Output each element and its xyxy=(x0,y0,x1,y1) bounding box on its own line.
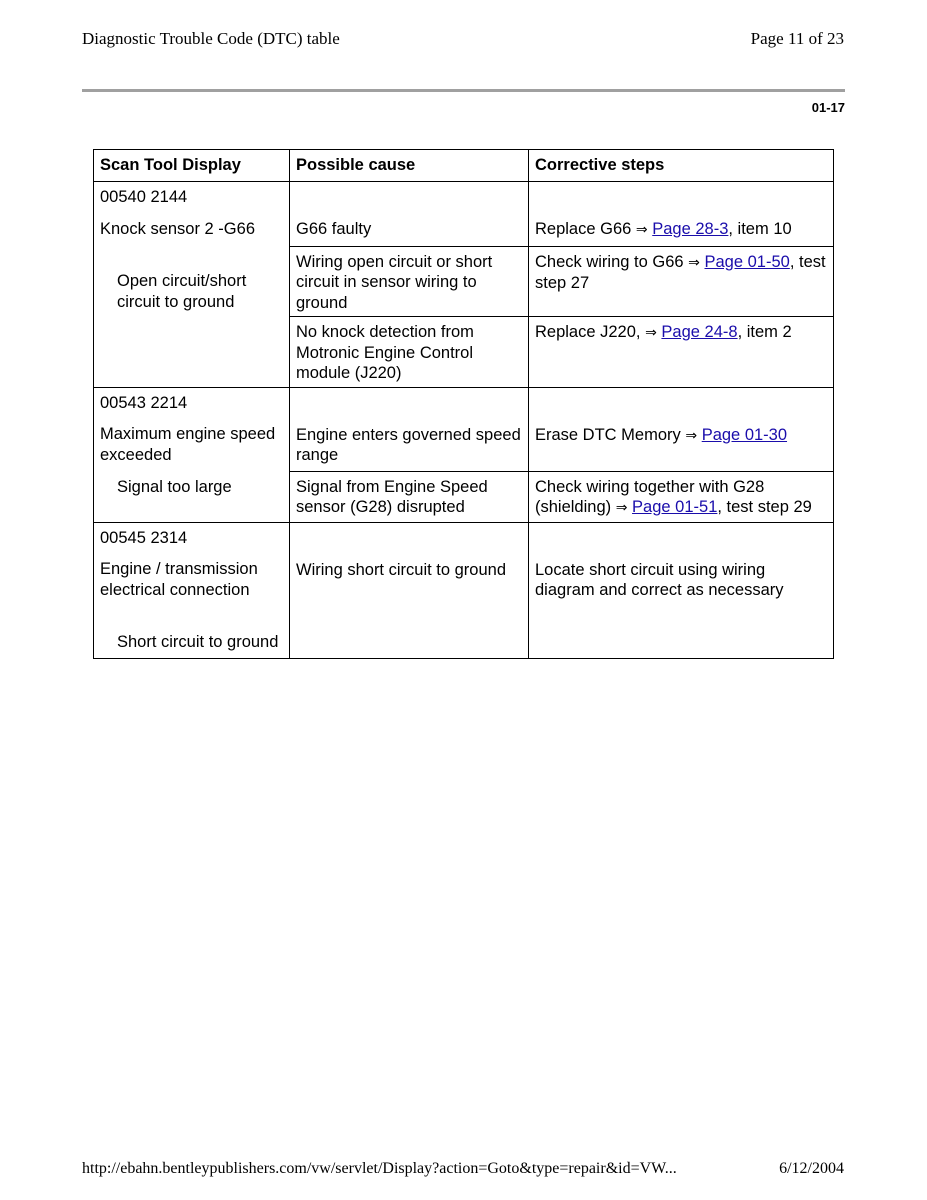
step-text-post: , test step 29 xyxy=(717,498,812,516)
corrective-steps-cell xyxy=(529,317,834,388)
footer-date: 6/12/2004 xyxy=(779,1160,844,1177)
step-text-pre: Replace G66 xyxy=(535,220,632,238)
column-header-possible-cause: Possible cause xyxy=(290,150,529,182)
step-text xyxy=(535,252,827,294)
arrow-icon: ⇒ xyxy=(685,427,698,444)
dtc-condition: Open circuit/short circuit to ground xyxy=(117,272,247,311)
step-text: Locate short circuit using wiring diagram and correct as necessary xyxy=(535,560,784,599)
cause-text: Wiring short circuit to ground xyxy=(296,560,506,579)
possible-cause-cell xyxy=(290,182,529,247)
dtc-condition: Signal too large xyxy=(117,478,232,496)
possible-cause-cell xyxy=(290,471,529,522)
step-text-pre: Replace J220, xyxy=(535,323,641,341)
dtc-condition: Short circuit to ground xyxy=(117,633,279,651)
cause-text: Signal from Engine Speed sensor (G28) disrupted xyxy=(296,477,488,516)
step-text-post: , item 10 xyxy=(728,220,792,238)
arrow-icon: ⇒ xyxy=(645,325,657,341)
possible-cause-cell xyxy=(290,387,529,471)
cause-text: G66 faulty xyxy=(296,220,372,238)
cause-text: No knock detection from Motronic Engine Control module (J220) xyxy=(296,323,474,382)
step-text-pre: Check wiring together with G28 (shielding) xyxy=(535,477,765,516)
step-text xyxy=(535,322,827,344)
column-header-corrective-steps: Corrective steps xyxy=(529,150,834,182)
step-text-post: , item 2 xyxy=(737,323,792,341)
column-header-scan-tool-display: Scan Tool Display xyxy=(94,150,290,182)
page-link[interactable]: Page 01-50 xyxy=(704,252,790,271)
scan-tool-display-cell xyxy=(94,387,290,522)
arrow-icon: ⇒ xyxy=(635,222,648,238)
page-link[interactable]: Page 24-8 xyxy=(661,323,738,341)
cause-text: Engine enters governed speed range xyxy=(296,425,521,464)
step-text xyxy=(535,477,827,519)
step-text xyxy=(535,182,827,241)
step-text-post: , test step 27 xyxy=(535,252,826,292)
corrective-steps-cell xyxy=(529,522,834,658)
step-text-pre: Erase DTC Memory xyxy=(535,425,681,444)
corrective-steps-cell xyxy=(529,471,834,522)
arrow-icon: ⇒ xyxy=(615,500,628,516)
footer-url: http://ebahn.bentleypublishers.com/vw/servlet/Display?action=Goto&type=repair&id=VW... xyxy=(82,1160,677,1177)
page-link[interactable]: Page 28-3 xyxy=(652,220,729,238)
page-link[interactable]: Page 01-30 xyxy=(701,425,788,444)
table-row xyxy=(94,182,834,247)
corrective-steps-cell xyxy=(529,246,834,317)
scan-tool-display-cell xyxy=(94,182,290,388)
dtc-name: Maximum engine speed exceeded xyxy=(100,425,276,464)
cause-text: Wiring open circuit or short circuit in sensor wiring to ground xyxy=(296,252,493,312)
page-number: Page 11 of 23 xyxy=(750,29,844,48)
section-number: 01-17 xyxy=(811,100,845,115)
step-text xyxy=(535,388,827,447)
document-title: Diagnostic Trouble Code (DTC) table xyxy=(82,29,340,48)
table-row xyxy=(94,522,834,658)
dtc-code: 00543 2214 xyxy=(100,393,188,412)
table-header-row xyxy=(94,150,834,182)
corrective-steps-cell xyxy=(529,387,834,471)
table-row xyxy=(94,387,834,471)
page-link[interactable]: Page 01-51 xyxy=(632,498,718,516)
dtc-code: 00540 2144 xyxy=(100,188,188,206)
step-text-pre: Check wiring to G66 xyxy=(535,252,684,271)
dtc-name: Engine / transmission electrical connection xyxy=(100,560,258,599)
header-divider xyxy=(82,89,845,92)
dtc-name: Knock sensor 2 -G66 xyxy=(100,219,255,238)
corrective-steps-cell xyxy=(529,182,834,247)
dtc-table xyxy=(93,149,834,659)
possible-cause-cell xyxy=(290,246,529,317)
arrow-icon: ⇒ xyxy=(688,254,700,271)
possible-cause-cell xyxy=(290,522,529,658)
dtc-code: 00545 2314 xyxy=(100,528,188,547)
possible-cause-cell xyxy=(290,317,529,388)
scan-tool-display-cell xyxy=(94,522,290,658)
